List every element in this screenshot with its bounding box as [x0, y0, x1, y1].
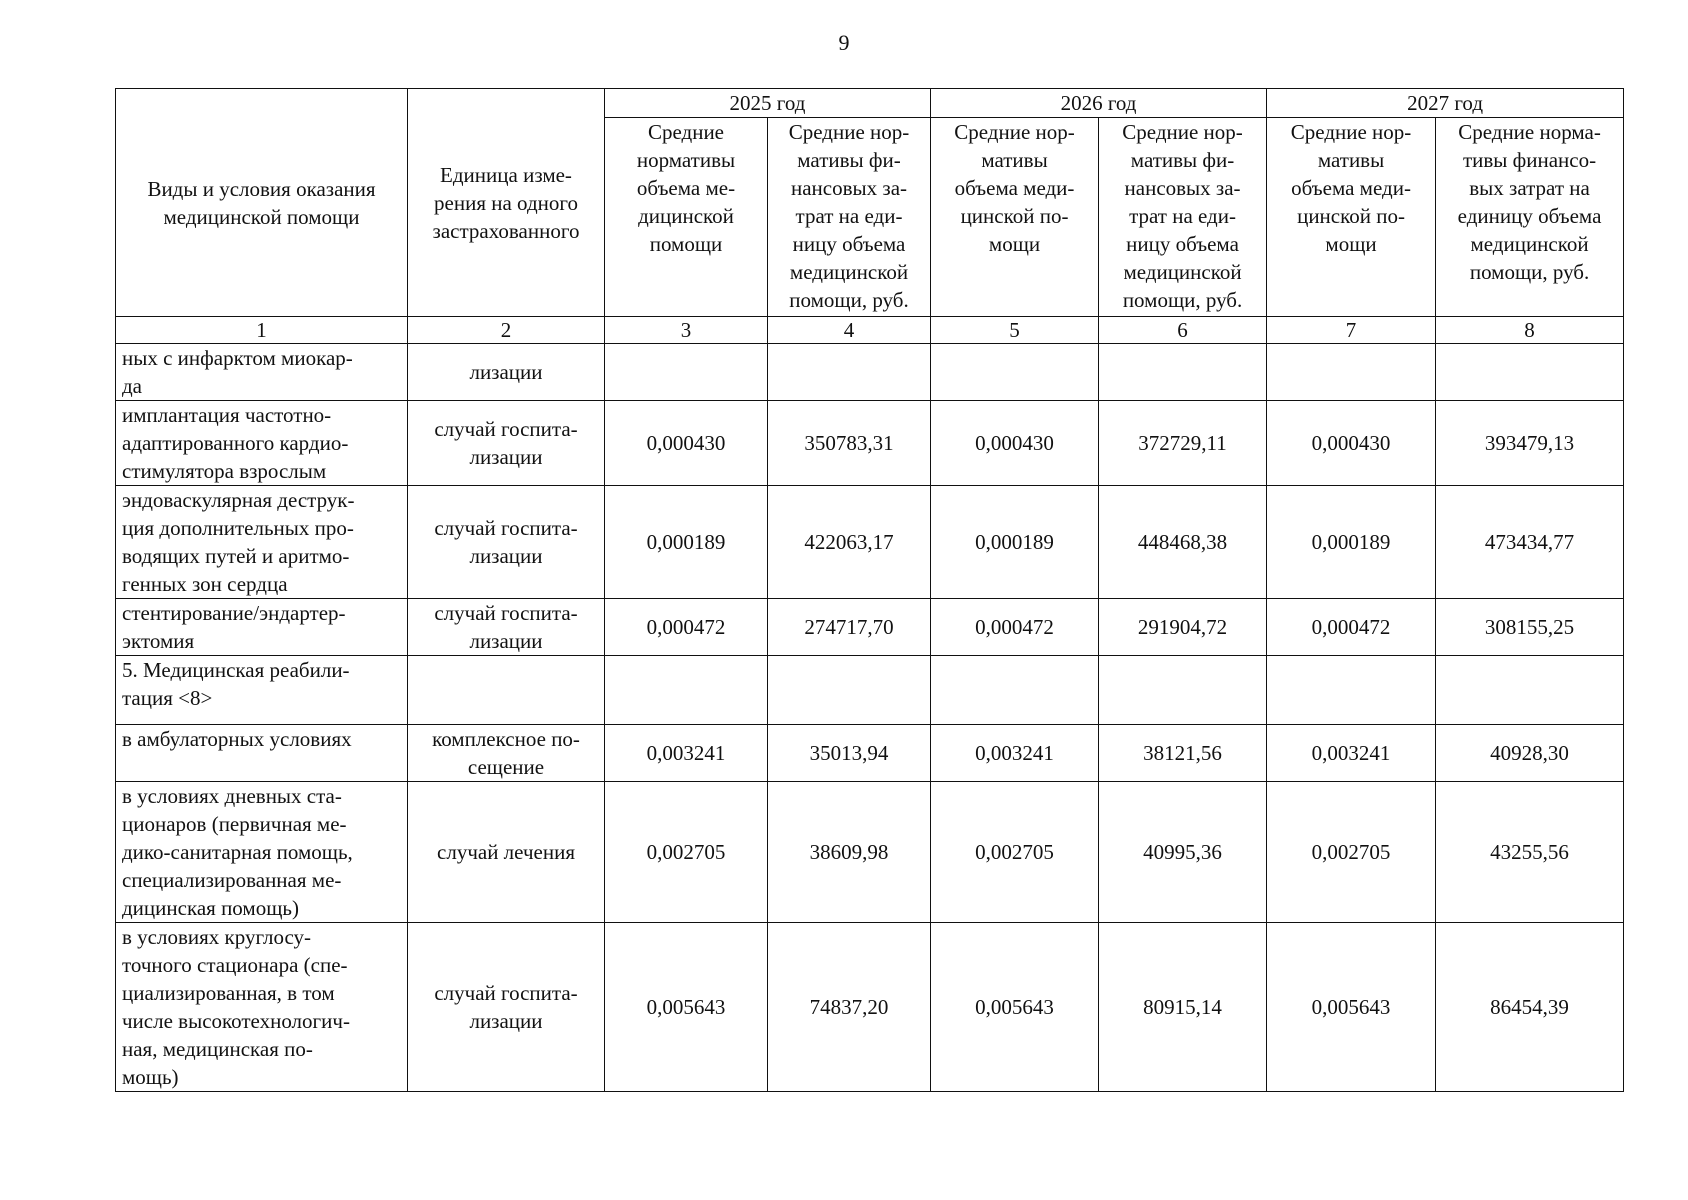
row-unit: комплексное по- сещение: [408, 725, 605, 782]
column-number: 3: [605, 317, 768, 344]
row-type-label: в амбулаторных условиях: [116, 725, 408, 782]
table-row: [116, 782, 1624, 923]
column-numbers-row: [116, 317, 1624, 344]
row-value: 0,000430: [931, 401, 1099, 486]
column-number: 2: [408, 317, 605, 344]
row-value: 308155,25: [1436, 599, 1624, 656]
row-value: [768, 344, 931, 401]
row-value: 0,000189: [605, 486, 768, 599]
row-value: [768, 656, 931, 725]
row-value: 0,000430: [1267, 401, 1436, 486]
row-value: 80915,14: [1099, 923, 1267, 1092]
column-number: 7: [1267, 317, 1436, 344]
row-value: [605, 656, 768, 725]
row-type-label: эндоваскулярная деструк- ция дополнительных про- водящих путей и аритмо- генных зон сердца: [116, 486, 408, 599]
subheader-cost-2025: Средние нор- мативы фи- нансовых за- трат на еди- ницу объема медицинской помощи, руб.: [768, 118, 931, 317]
row-value: 43255,56: [1436, 782, 1624, 923]
row-type-label: имплантация частотно- адаптированного кардио- стимулятора взрослым: [116, 401, 408, 486]
table-row: [116, 599, 1624, 656]
header-year-2026: 2026 год: [931, 89, 1267, 118]
row-unit: случай госпита- лизации: [408, 401, 605, 486]
subheader-volume-2025: Средние нормативы объема ме- дицинской помощи: [605, 118, 768, 317]
row-value: 86454,39: [1436, 923, 1624, 1092]
row-value: 448468,38: [1099, 486, 1267, 599]
column-number: 8: [1436, 317, 1624, 344]
row-value: 291904,72: [1099, 599, 1267, 656]
row-value: [605, 344, 768, 401]
row-value: 35013,94: [768, 725, 931, 782]
table-row: [116, 401, 1624, 486]
row-value: 38609,98: [768, 782, 931, 923]
row-unit: случай госпита- лизации: [408, 923, 605, 1092]
row-value: [1436, 656, 1624, 725]
row-value: 0,003241: [605, 725, 768, 782]
header-year-2025: 2025 год: [605, 89, 931, 118]
row-value: 74837,20: [768, 923, 931, 1092]
subheader-volume-2027: Средние нор- мативы объема меди- цинской по- мощи: [1267, 118, 1436, 317]
header-year-2027: 2027 год: [1267, 89, 1624, 118]
row-value: 38121,56: [1099, 725, 1267, 782]
row-value: 0,000472: [605, 599, 768, 656]
header-unit: Единица изме- рения на одного застрахованного: [408, 89, 605, 317]
table-row: [116, 725, 1624, 782]
row-type-label: 5. Медицинская реабили- тация <8>: [116, 656, 408, 725]
row-value: 0,000472: [931, 599, 1099, 656]
row-unit: лизации: [408, 344, 605, 401]
row-value: 0,005643: [605, 923, 768, 1092]
row-value: 393479,13: [1436, 401, 1624, 486]
subheader-volume-2026: Средние нор- мативы объема меди- цинской по- мощи: [931, 118, 1099, 317]
row-unit: случай госпита- лизации: [408, 599, 605, 656]
row-type-label: ных с инфарктом миокар- да: [116, 344, 408, 401]
row-value: [1267, 344, 1436, 401]
row-value: 0,005643: [1267, 923, 1436, 1092]
row-type-label: в условиях дневных ста- ционаров (первичная ме- дико-санитарная помощь, специализированная ме- дицинская помощь): [116, 782, 408, 923]
row-unit: случай лечения: [408, 782, 605, 923]
row-value: 0,002705: [1267, 782, 1436, 923]
column-number: 4: [768, 317, 931, 344]
row-value: [1267, 656, 1436, 725]
row-value: 0,000189: [931, 486, 1099, 599]
row-value: 0,002705: [931, 782, 1099, 923]
row-value: 0,002705: [605, 782, 768, 923]
page-number: 9: [838, 30, 850, 55]
row-type-label: стентирование/эндартер- эктомия: [116, 599, 408, 656]
row-value: 0,005643: [931, 923, 1099, 1092]
row-value: [1099, 344, 1267, 401]
row-value: 40928,30: [1436, 725, 1624, 782]
row-value: [931, 344, 1099, 401]
row-value: [1436, 344, 1624, 401]
row-value: 0,000189: [1267, 486, 1436, 599]
row-value: 0,000430: [605, 401, 768, 486]
column-number: 1: [116, 317, 408, 344]
row-value: 0,003241: [931, 725, 1099, 782]
row-type-label: в условиях круглосу- точного стационара (спе- циализированная, в том числе высокотехнологич- ная, медицинская по- мощь): [116, 923, 408, 1092]
row-value: 274717,70: [768, 599, 931, 656]
table-row: [116, 344, 1624, 401]
table-row: [116, 486, 1624, 599]
row-value: [931, 656, 1099, 725]
row-unit: [408, 656, 605, 725]
row-value: 473434,77: [1436, 486, 1624, 599]
row-value: 350783,31: [768, 401, 931, 486]
row-value: 422063,17: [768, 486, 931, 599]
row-value: 372729,11: [1099, 401, 1267, 486]
row-value: 0,003241: [1267, 725, 1436, 782]
subheader-cost-2027: Средние норма- тивы финансо- вых затрат на единицу объема медицинской помощи, руб.: [1436, 118, 1624, 317]
table-row: [116, 656, 1624, 725]
norms-table: [115, 88, 1624, 1092]
column-number: 6: [1099, 317, 1267, 344]
row-value: 40995,36: [1099, 782, 1267, 923]
column-number: 5: [931, 317, 1099, 344]
row-unit: случай госпита- лизации: [408, 486, 605, 599]
table-row: [116, 923, 1624, 1092]
row-value: [1099, 656, 1267, 725]
row-value: 0,000472: [1267, 599, 1436, 656]
header-types-conditions: Виды и условия оказания медицинской помощи: [116, 89, 408, 317]
subheader-cost-2026: Средние нор- мативы фи- нансовых за- трат на еди- ницу объема медицинской помощи, руб.: [1099, 118, 1267, 317]
